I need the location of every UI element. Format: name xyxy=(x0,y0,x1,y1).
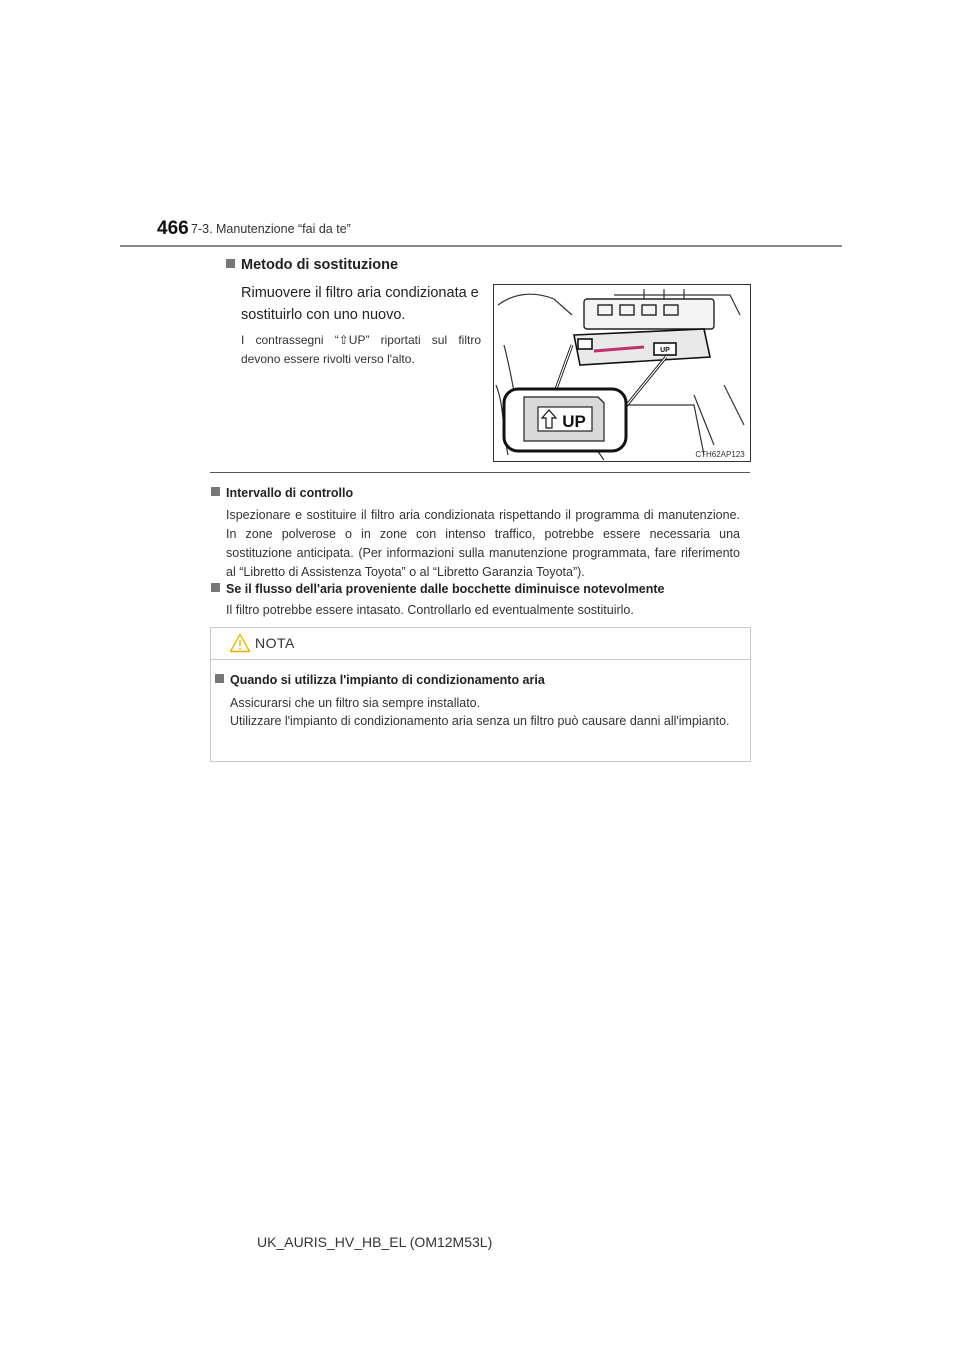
page-number: 466 xyxy=(157,218,189,239)
section-divider xyxy=(210,472,750,473)
header-divider xyxy=(120,245,842,247)
filter-illustration xyxy=(493,284,751,462)
document-code: UK_AURIS_HV_HB_EL (OM12M53L) xyxy=(257,1234,493,1250)
large-up-label: UP xyxy=(562,412,586,431)
nota-line: Utilizzare l'impianto di condizionamento aria senza un filtro può causare danni all'impianto. xyxy=(230,714,730,728)
section-title-text: Metodo di sostituzione xyxy=(241,257,399,273)
step-note: I contrassegni “⇧UP” riportati sul filtro devono essere rivolti verso l'alto. xyxy=(241,333,481,366)
nota-label: NOTA xyxy=(255,635,295,651)
warning-icon xyxy=(229,633,251,653)
square-bullet-icon xyxy=(211,583,220,592)
nota-divider xyxy=(211,659,750,660)
figure-code: CTH62AP123 xyxy=(695,450,745,459)
step-instruction: Rimuovere il filtro aria condizionata e sostituirlo con uno nuovo. xyxy=(241,285,479,323)
small-up-label: UP xyxy=(660,347,670,354)
nota-heading: Quando si utilizza l'impianto di condizionamento aria xyxy=(215,673,545,687)
subsection-heading: Intervallo di controllo xyxy=(211,486,353,500)
square-bullet-icon xyxy=(226,259,235,268)
section-title xyxy=(226,257,398,273)
nota-box xyxy=(210,627,751,762)
subsection-body: Ispezionare e sostituire il filtro aria condizionata rispettando il programma di manutenzione. In zone polverose o in zone con intenso traffico, potrebbe essere necessaria una sostituzione anticipata. (Per informazioni sulla manutenzione programmata, fare riferimento al “Libretto di Assistenza Toyota” o al “Libretto Garanzia Toyota”). xyxy=(226,508,740,579)
filter-illustration-drawing xyxy=(494,285,750,461)
nota-line: Assicurarsi che un filtro sia sempre installato. xyxy=(230,696,481,710)
subsection-body: Il filtro potrebbe essere intasato. Controllarlo ed eventualmente sostituirlo. xyxy=(226,603,634,617)
square-bullet-icon xyxy=(211,487,220,496)
square-bullet-icon xyxy=(215,674,224,683)
subsection-heading: Se il flusso dell'aria proveniente dalle bocchette diminuisce notevolmente xyxy=(211,582,665,596)
chapter-title: 7-3. Manutenzione “fai da te” xyxy=(191,222,351,236)
